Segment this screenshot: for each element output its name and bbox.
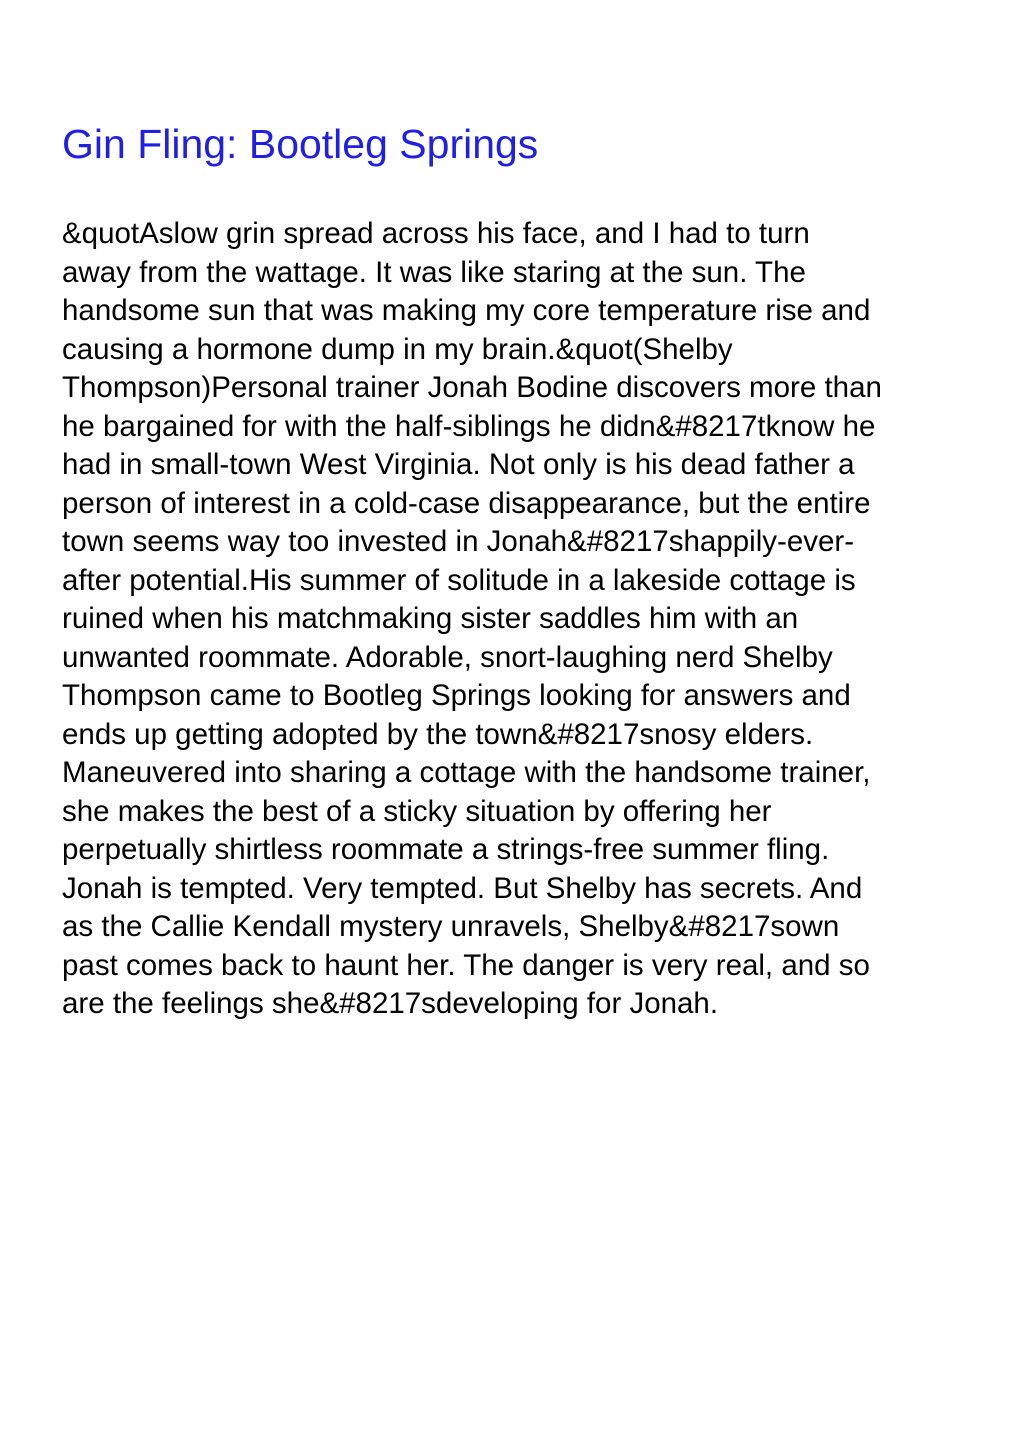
body-line: Thompson came to Bootleg Springs looking for answers and [62,679,851,712]
body-line: Jonah is tempted. Very tempted. But Shelby has secrets. And [62,871,863,905]
body-line: away from the wattage. It was like staring at the sun. The [62,255,806,289]
body-line: person of interest in a cold-case disappearance, but the entire [62,486,871,520]
body-line: he bargained for with the half-siblings he didn&#8217tknow he [62,409,876,443]
body-line: she makes the best of a sticky situation by offering her [62,794,772,828]
body-line: &quotAslow grin spread across his face, and I had to turn [62,217,810,250]
body-line: perpetually shirtless roommate a strings-free summer fling. [62,833,830,866]
body-line: had in small-town West Virginia. Not only is his dead father a [62,448,855,481]
body-line: as the Callie Kendall mystery unravels, Shelby&#8217sown [62,910,840,943]
body-line: handsome sun that was making my core temperature rise and [62,294,871,327]
body-line: Maneuvered into sharing a cottage with the handsome trainer, [62,756,871,789]
body-line: unwanted roommate. Adorable, snort-laughing nerd Shelby [62,640,833,674]
body-line: ruined when his matchmaking sister saddles him with an [62,602,799,635]
document-title: Gin Fling: Bootleg Springs [62,121,539,167]
body-line: causing a hormone dump in my brain.&quot(Shelby [62,332,733,366]
body-line: ends up getting adopted by the town&#8217snosy elders. [62,717,814,751]
body-line: town seems way too invested in Jonah&#8217shappily-ever- [62,525,855,558]
body-line: are the feelings she&#8217sdeveloping for Jonah. [62,987,719,1020]
document-body [62,215,967,1024]
body-line: past comes back to haunt her. The danger is very real, and so [62,948,870,982]
body-line: after potential.His summer of solitude in a lakeside cottage is [62,563,856,597]
body-line: Thompson)Personal trainer Jonah Bodine discovers more than [62,371,882,404]
